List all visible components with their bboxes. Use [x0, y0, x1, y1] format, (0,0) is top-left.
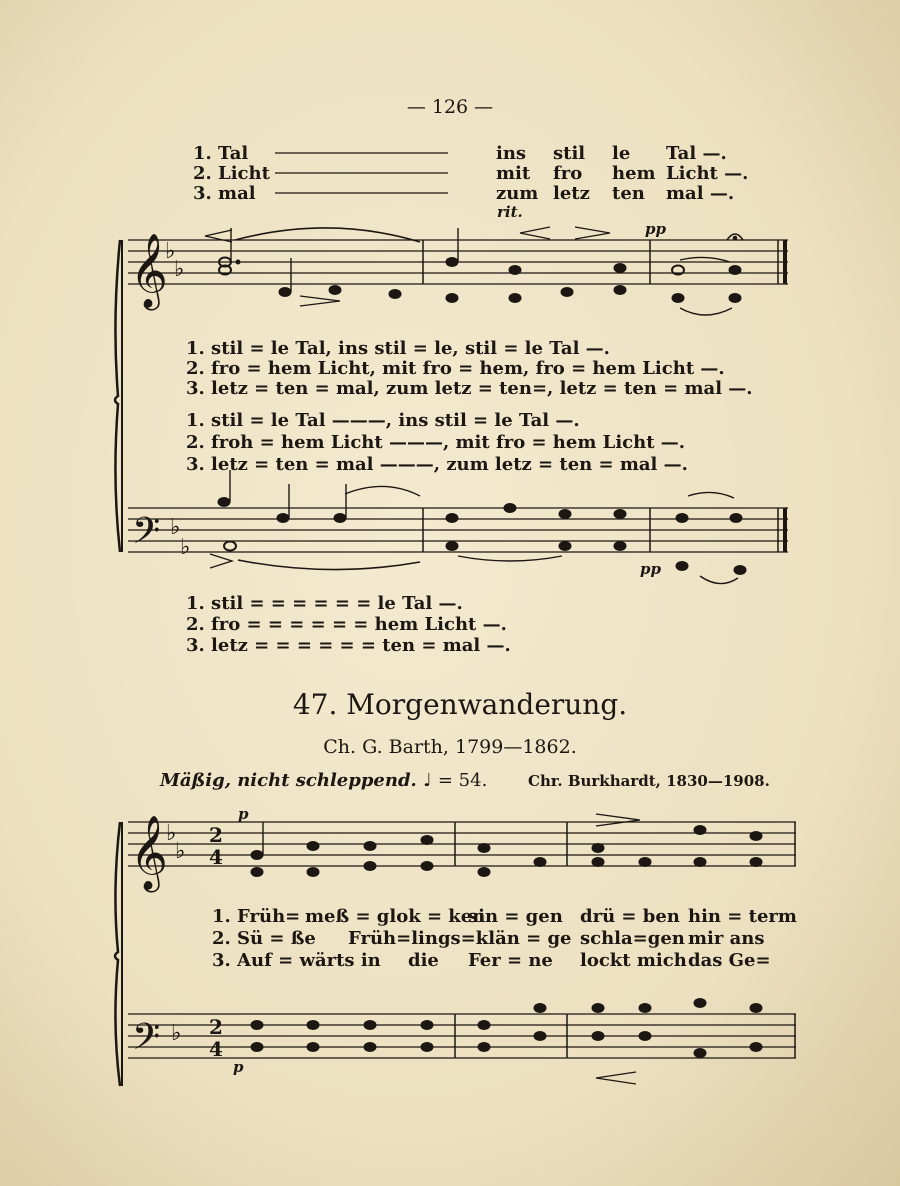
verse-2-part-5: mir ans	[688, 928, 765, 949]
lyrics-c-line-3: 3. letz = = = = = = ten = mal —.	[186, 635, 511, 656]
verse-3-part-5: das Ge=	[688, 950, 771, 971]
note-head	[509, 266, 521, 275]
top-lyric-2-end: Licht —.	[666, 163, 749, 184]
top-lyric-3-letz: letz	[553, 183, 590, 204]
top-lyric-1-word: 1. Tal	[193, 143, 249, 164]
song-poet: Chr. Burkhardt, 1830—1908.	[528, 772, 770, 790]
system-brace-icon	[115, 822, 120, 1086]
tempo-text: Mäßig, nicht schleppend.	[160, 770, 417, 791]
top-lyric-2-fro: fro	[553, 163, 583, 184]
piano-mark-top: p	[238, 805, 249, 823]
verse-3-part-3: Fer = ne	[468, 950, 553, 971]
treble-clef-icon: 𝄞	[130, 816, 168, 890]
bass-clef-icon: 𝄢	[132, 1016, 161, 1067]
note-head	[561, 288, 573, 297]
verse-1-part-5: hin = term	[688, 906, 797, 927]
verse-3-part-2: die	[408, 950, 439, 971]
bass-clef-icon: 𝄢	[132, 510, 161, 561]
lyrics-a-line-1: 1. stil = le Tal, ins stil = le, stil = le Tal —.	[186, 338, 610, 359]
verse-1-part-2: meß = glok = ken	[305, 906, 486, 927]
flat-icon: ♭	[171, 1021, 182, 1046]
verse-2-part-2: Früh=lings=klän = ge	[348, 928, 572, 949]
note-head	[279, 288, 291, 297]
time-signature-bottom: 4	[209, 845, 223, 869]
metronome-value: = 54.	[437, 770, 488, 791]
pianissimo-mark-top: pp	[645, 220, 666, 238]
song-title: 47. Morgenwanderung.	[292, 688, 628, 721]
top-lyric-1-ins: ins	[496, 143, 527, 164]
top-lyric-2-word: 2. Licht	[193, 163, 270, 184]
system-1-bass	[128, 470, 788, 584]
time-signature-top: 2	[209, 823, 223, 847]
time-signature-top: 2	[209, 1015, 223, 1039]
verse-3-part-4: lockt mich	[580, 950, 687, 971]
quarter-note-icon: ♩	[423, 770, 432, 791]
system-brace-icon	[115, 240, 120, 552]
song-composer: Ch. G. Barth, 1799—1862.	[323, 736, 577, 758]
note-head	[729, 294, 741, 303]
note-head	[614, 264, 626, 273]
note-head	[389, 290, 401, 299]
lyrics-c-line-2: 2. fro = = = = = = hem Licht —.	[186, 614, 507, 635]
flat-icon: ♭	[165, 239, 176, 264]
note-dot	[236, 260, 240, 264]
system-2-bass	[128, 999, 796, 1085]
top-lyric-3-word: 3. mal	[193, 183, 256, 204]
note-head	[446, 294, 458, 303]
time-signature-bottom: 4	[209, 1037, 223, 1061]
lyrics-a-line-2: 2. fro = hem Licht, mit fro = hem, fro = hem Licht —.	[186, 358, 725, 379]
verse-1-part-4: drü = ben	[580, 906, 680, 927]
flat-icon: ♭	[175, 839, 186, 864]
note-head	[446, 258, 458, 267]
flat-icon: ♭	[174, 257, 185, 282]
top-lyric-1-stil: stil	[553, 143, 586, 164]
note-head	[729, 266, 741, 275]
top-lyric-3-ten: ten	[612, 183, 645, 204]
page-number: — 126 —	[406, 96, 494, 118]
note-head	[329, 286, 341, 295]
verse-1-part-3: sin = gen	[468, 906, 563, 927]
lyrics-b-line-1: 1. stil = le Tal ———, ins stil = le Tal —.	[186, 410, 580, 431]
flat-icon: ♭	[166, 821, 177, 846]
top-lyric-3-zum: zum	[496, 183, 539, 204]
verse-3-part-1: 3. Auf = wärts in	[212, 950, 381, 971]
top-lyric-1-end: Tal —.	[666, 143, 727, 164]
verse-2-part-4: schla=gen	[580, 928, 685, 949]
top-lyric-2-mit: mit	[496, 163, 531, 184]
ritardando-mark: rit.	[497, 203, 523, 221]
lyrics-b-line-3: 3. letz = ten = mal ———, zum letz = ten = mal —.	[186, 454, 688, 475]
lyric-extender-lines	[275, 153, 448, 193]
top-lyric-1-le: le	[612, 143, 631, 164]
lyrics-c-line-1: 1. stil = = = = = = le Tal —.	[186, 593, 463, 614]
lyrics-b-line-2: 2. froh = hem Licht ———, mit fro = hem Licht —.	[186, 432, 686, 453]
verse-1-part-1: 1. Früh=	[212, 906, 301, 927]
note-head	[614, 286, 626, 295]
piano-mark-bass: p	[233, 1058, 244, 1076]
top-lyric-3-end: mal —.	[666, 183, 735, 204]
lyrics-a-line-3: 3. letz = ten = mal, zum letz = ten=, letz = ten = mal —.	[186, 378, 753, 399]
flat-icon: ♭	[180, 535, 191, 560]
treble-clef-icon: 𝄞	[130, 234, 168, 308]
note-head	[672, 294, 684, 303]
pianissimo-mark-bass: pp	[640, 560, 661, 578]
system-1	[115, 227, 788, 552]
verse-2-part-1: 2. Sü = ße	[212, 928, 316, 949]
flat-icon: ♭	[170, 515, 181, 540]
top-lyric-2-hem: hem	[612, 163, 656, 184]
note-head	[509, 294, 521, 303]
